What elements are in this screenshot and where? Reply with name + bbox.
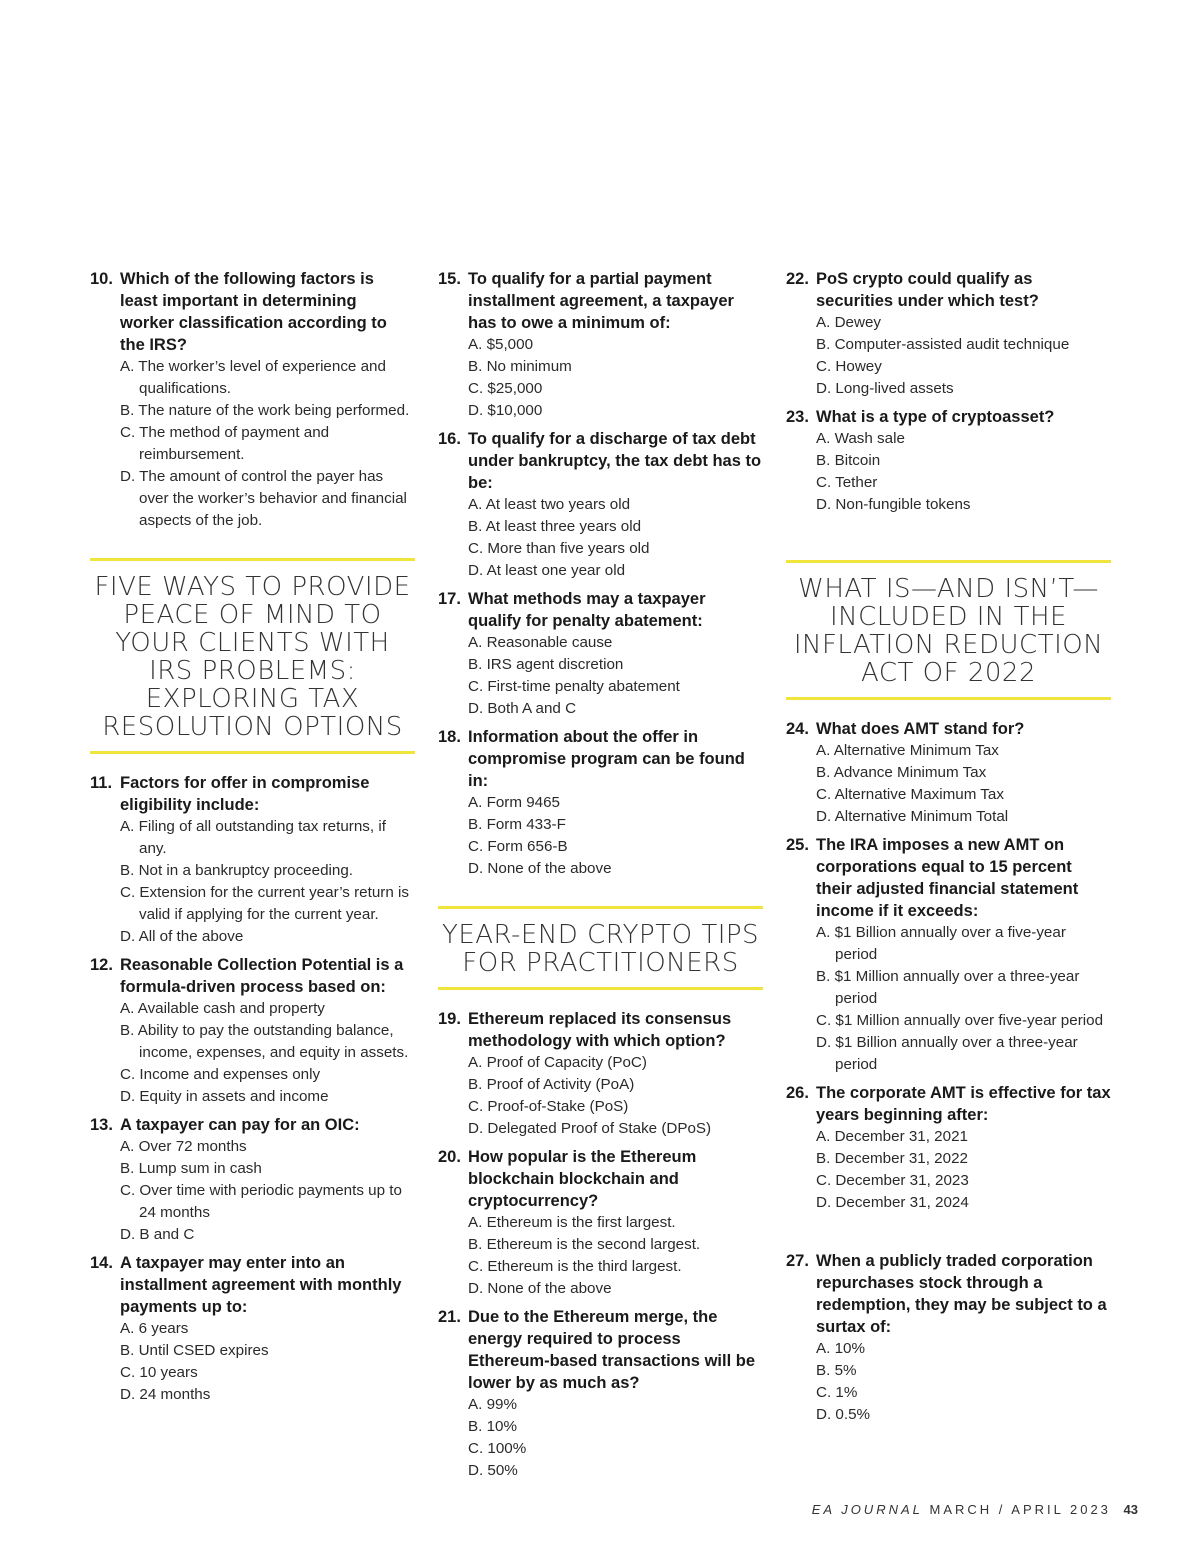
question-26	[786, 1082, 1111, 1214]
journal-name: EA JOURNAL	[811, 1502, 923, 1517]
question-text: To qualify for a discharge of tax debt under bankruptcy, the tax debt has to be:	[468, 430, 762, 492]
question-21	[438, 1306, 763, 1482]
answer-option: D. None of the above	[468, 860, 612, 877]
question-heading	[438, 1008, 763, 1052]
question-text: The corporate AMT is effective for tax years beginning after:	[816, 1084, 1111, 1124]
answer-option: A. The worker’s level of experience and qualifications.	[120, 358, 386, 397]
question-number: 20.	[438, 1148, 461, 1166]
question-text: PoS crypto could qualify as securities under which test?	[816, 270, 1039, 310]
answer-option: B. At least three years old	[468, 518, 642, 535]
answer-option: D. Delegated Proof of Stake (DPoS)	[468, 1120, 712, 1137]
question-text: Information about the offer in compromise program can be found in:	[468, 728, 745, 790]
answer-option: C. 1%	[816, 1384, 858, 1401]
answer-option: C. Ethereum is the third largest.	[468, 1258, 682, 1275]
question-text: Factors for offer in compromise eligibility include:	[120, 774, 370, 814]
question-text: How popular is the Ethereum blockchain blockchain and cryptocurrency?	[468, 1148, 697, 1210]
question-number: 21.	[438, 1308, 461, 1326]
question-number: 27.	[786, 1252, 809, 1270]
answer-option: D. Equity in assets and income	[120, 1088, 329, 1105]
answer-options	[786, 740, 1111, 828]
page-number: 43	[1123, 1502, 1138, 1517]
question-heading	[786, 834, 1111, 922]
answer-option: A. 10%	[816, 1340, 865, 1357]
question-number: 11.	[90, 774, 113, 792]
question-number: 19.	[438, 1010, 461, 1028]
question-number: 14.	[90, 1254, 113, 1272]
question-heading	[90, 772, 415, 816]
answer-option: A. Dewey	[816, 314, 881, 331]
question-14	[90, 1252, 415, 1406]
answer-option: B. Until CSED expires	[120, 1342, 269, 1359]
question-number: 18.	[438, 728, 461, 746]
answer-options	[90, 356, 415, 532]
answer-option: A. December 31, 2021	[816, 1128, 968, 1145]
answer-option: A. $5,000	[468, 336, 534, 353]
answer-options	[90, 816, 415, 948]
answer-option: B. December 31, 2022	[816, 1150, 968, 1167]
issue-date: MARCH / APRIL 2023	[929, 1502, 1111, 1517]
answer-options	[90, 1136, 415, 1246]
answer-option: D. Long-lived assets	[816, 380, 954, 397]
answer-option: D. None of the above	[468, 1280, 612, 1297]
answer-option: A. 99%	[468, 1396, 517, 1413]
question-text: Due to the Ethereum merge, the energy required to process Ethereum-based transactions will be lower by as much as?	[468, 1308, 755, 1392]
answer-options	[786, 428, 1111, 516]
question-18	[438, 726, 763, 880]
page-footer	[812, 1502, 1138, 1517]
question-23	[786, 406, 1111, 516]
question-heading	[438, 428, 763, 494]
answer-option: C. More than five years old	[468, 540, 650, 557]
answer-options	[438, 334, 763, 422]
question-text: What does AMT stand for?	[816, 720, 1025, 738]
question-text: A taxpayer may enter into an installment agreement with monthly payments up to:	[120, 1254, 402, 1316]
section-heading-crypto-tips: YEAR-END CRYPTO TIPS FOR PRACTITIONERS	[438, 906, 763, 990]
question-heading	[786, 406, 1111, 428]
answer-option: B. Not in a bankruptcy proceeding.	[120, 862, 354, 879]
answer-option: C. $25,000	[468, 380, 543, 397]
answer-option: C. Income and expenses only	[120, 1066, 321, 1083]
question-text: Ethereum replaced its consensus methodology with which option?	[468, 1010, 732, 1050]
question-number: 26.	[786, 1084, 809, 1102]
answer-options	[438, 1212, 763, 1300]
question-heading	[786, 1082, 1111, 1126]
answer-options	[438, 1052, 763, 1140]
question-heading	[786, 718, 1111, 740]
column-middle	[438, 268, 763, 1488]
answer-options	[786, 1126, 1111, 1214]
answer-option: B. Bitcoin	[816, 452, 881, 469]
answer-options	[786, 312, 1111, 400]
answer-options	[90, 998, 415, 1108]
answer-option: B. Form 433-F	[468, 816, 566, 833]
question-number: 17.	[438, 590, 461, 608]
answer-options	[438, 1394, 763, 1482]
answer-option: B. Advance Minimum Tax	[816, 764, 987, 781]
answer-options	[786, 922, 1111, 1076]
answer-option: D. Non-fungible tokens	[816, 496, 971, 513]
answer-option: B. The nature of the work being performed.	[120, 402, 410, 419]
answer-option: B. Ability to pay the outstanding balance, income, expenses, and equity in assets.	[120, 1022, 409, 1061]
answer-option: A. Reasonable cause	[468, 634, 613, 651]
answer-options	[90, 1318, 415, 1406]
question-number: 15.	[438, 270, 461, 288]
answer-options	[438, 494, 763, 582]
question-12	[90, 954, 415, 1108]
question-number: 12.	[90, 956, 113, 974]
answer-options	[786, 1338, 1111, 1426]
answer-option: A. 6 years	[120, 1320, 189, 1337]
answer-option: C. Alternative Maximum Tax	[816, 786, 1004, 803]
answer-option: A. Available cash and property	[120, 1000, 325, 1017]
answer-option: A. At least two years old	[468, 496, 631, 513]
answer-option: C. The method of payment and reimbursement.	[120, 424, 330, 463]
answer-option: C. Extension for the current year’s return is valid if applying for the current year.	[120, 884, 409, 923]
question-22	[786, 268, 1111, 400]
answer-option: D. At least one year old	[468, 562, 626, 579]
answer-option: B. Computer-assisted audit technique	[816, 336, 1070, 353]
section-heading-tax-resolution: FIVE WAYS TO PROVIDE PEACE OF MIND TO YOUR CLIENTS WITH IRS PROBLEMS: EXPLORING TAX RESOLUTION OPTIONS	[90, 558, 415, 754]
answer-option: B. 5%	[816, 1362, 857, 1379]
answer-option: C. 10 years	[120, 1364, 198, 1381]
answer-option: B. IRS agent discretion	[468, 656, 624, 673]
answer-option: D. 50%	[468, 1462, 518, 1479]
answer-option: B. Ethereum is the second largest.	[468, 1236, 701, 1253]
question-17	[438, 588, 763, 720]
answer-option: B. Lump sum in cash	[120, 1160, 262, 1177]
answer-option: A. Form 9465	[468, 794, 561, 811]
question-25	[786, 834, 1111, 1076]
answer-option: A. $1 Billion annually over a five-year period	[816, 924, 1066, 963]
question-heading	[786, 268, 1111, 312]
answer-option: C. Form 656-B	[468, 838, 568, 855]
answer-option: D. 24 months	[120, 1386, 211, 1403]
answer-options	[438, 632, 763, 720]
answer-option: D. B and C	[120, 1226, 195, 1243]
question-heading	[438, 588, 763, 632]
answer-option: C. First-time penalty abatement	[468, 678, 680, 695]
question-heading	[438, 1146, 763, 1212]
answer-option: A. Over 72 months	[120, 1138, 247, 1155]
answer-option: A. Proof of Capacity (PoC)	[468, 1054, 647, 1071]
answer-option: D. Both A and C	[468, 700, 577, 717]
answer-option: C. 100%	[468, 1440, 527, 1457]
question-number: 22.	[786, 270, 809, 288]
question-heading	[90, 1252, 415, 1318]
answer-option: B. $1 Million annually over a three-year period	[816, 968, 1080, 1007]
question-heading	[90, 268, 415, 356]
question-number: 24.	[786, 720, 809, 738]
answer-option: C. Over time with periodic payments up to 24 months	[120, 1182, 402, 1221]
question-heading	[438, 1306, 763, 1394]
question-text: The IRA imposes a new AMT on corporations equal to 15 percent their adjusted financial statement income if it exceeds:	[816, 836, 1079, 920]
question-10	[90, 268, 415, 532]
question-11	[90, 772, 415, 948]
question-text: What methods may a taxpayer qualify for penalty abatement:	[468, 590, 706, 630]
question-heading	[90, 954, 415, 998]
question-number: 10.	[90, 270, 113, 288]
answer-option: D. December 31, 2024	[816, 1194, 969, 1211]
question-heading	[438, 268, 763, 334]
question-text: To qualify for a partial payment installment agreement, a taxpayer has to owe a minimum of:	[468, 270, 734, 332]
answer-option: A. Alternative Minimum Tax	[816, 742, 999, 759]
column-right	[786, 268, 1111, 1432]
answer-option: A. Filing of all outstanding tax returns, if any.	[120, 818, 386, 857]
answer-option: C. Proof-of-Stake (PoS)	[468, 1098, 629, 1115]
answer-option: A. Wash sale	[816, 430, 905, 447]
answer-option: D. All of the above	[120, 928, 244, 945]
question-text: A taxpayer can pay for an OIC:	[120, 1116, 360, 1134]
answer-option: C. $1 Million annually over five-year period	[816, 1012, 1104, 1029]
answer-option: B. 10%	[468, 1418, 517, 1435]
section-heading-inflation-reduction-act: WHAT IS—AND ISN’T— INCLUDED IN THE INFLATION REDUCTION ACT OF 2022	[786, 560, 1111, 700]
question-heading	[438, 726, 763, 792]
answer-option: D. 0.5%	[816, 1406, 871, 1423]
answer-option: C. December 31, 2023	[816, 1172, 969, 1189]
answer-option: A. Ethereum is the first largest.	[468, 1214, 676, 1231]
answer-option: D. $10,000	[468, 402, 543, 419]
answer-option: D. Alternative Minimum Total	[816, 808, 1009, 825]
question-20	[438, 1146, 763, 1300]
answer-option: C. Tether	[816, 474, 878, 491]
answer-options	[438, 792, 763, 880]
question-text: Which of the following factors is least important in determining worker classification according to the IRS?	[120, 270, 387, 354]
question-24	[786, 718, 1111, 828]
column-left	[90, 268, 415, 1412]
question-heading	[786, 1250, 1111, 1338]
question-15	[438, 268, 763, 422]
question-number: 16.	[438, 430, 461, 448]
question-text: Reasonable Collection Potential is a formula-driven process based on:	[120, 956, 404, 996]
question-number: 13.	[90, 1116, 113, 1134]
question-number: 23.	[786, 408, 809, 426]
question-text: When a publicly traded corporation repurchases stock through a redemption, they may be subject to a surtax of:	[816, 1252, 1107, 1336]
question-heading	[90, 1114, 415, 1136]
answer-option: D. $1 Billion annually over a three-year period	[816, 1034, 1078, 1073]
answer-option: B. No minimum	[468, 358, 572, 375]
question-16	[438, 428, 763, 582]
question-19	[438, 1008, 763, 1140]
answer-option: D. The amount of control the payer has over the worker’s behavior and financial aspects of the job.	[120, 468, 407, 529]
question-number: 25.	[786, 836, 809, 854]
question-13	[90, 1114, 415, 1246]
question-text: What is a type of cryptoasset?	[816, 408, 1055, 426]
question-27	[786, 1250, 1111, 1426]
answer-option: C. Howey	[816, 358, 882, 375]
answer-option: B. Proof of Activity (PoA)	[468, 1076, 635, 1093]
